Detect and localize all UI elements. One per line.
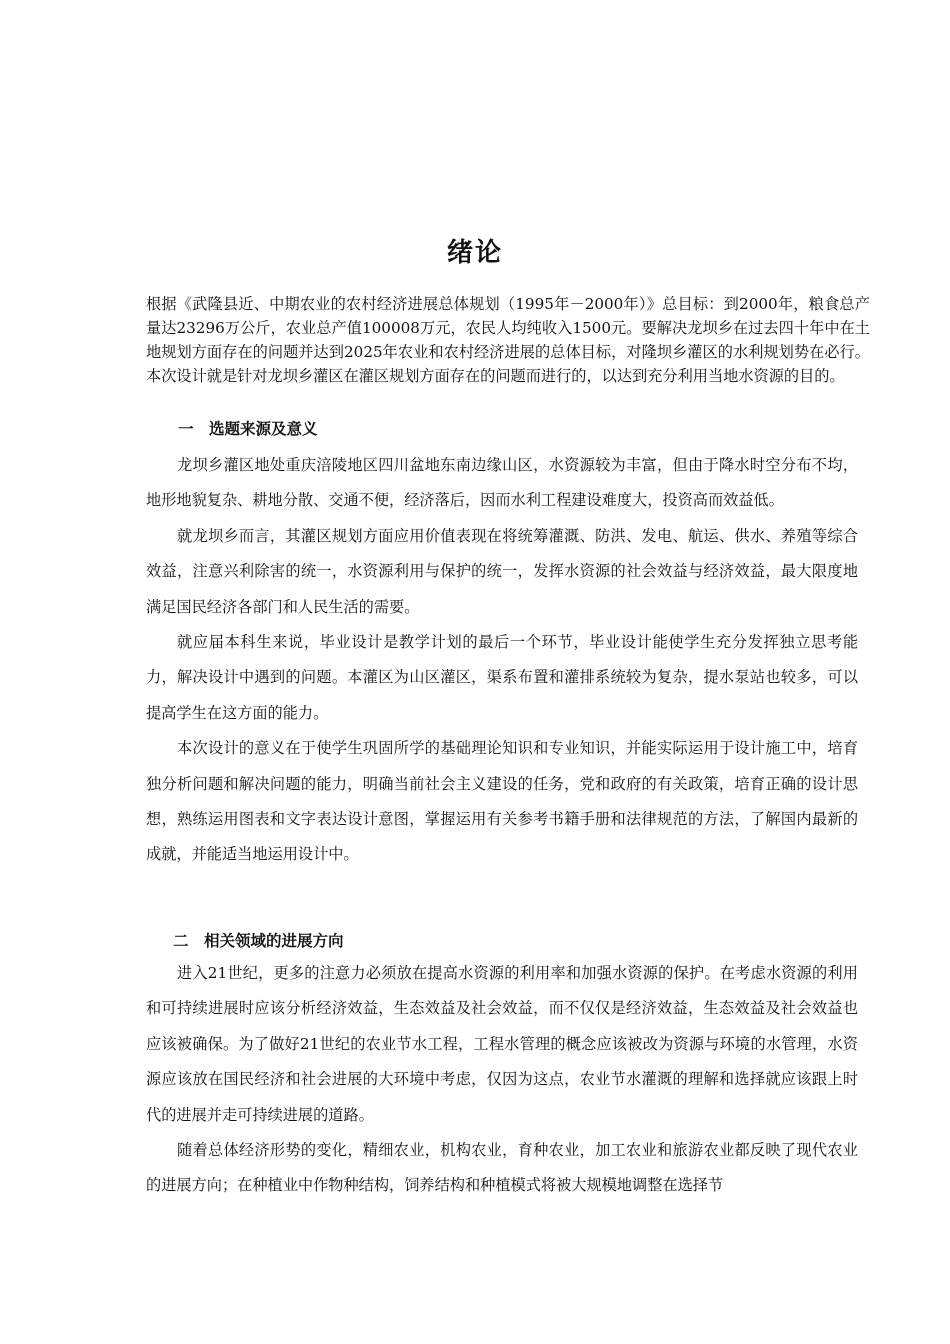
section-heading-1: 一 选题来源及意义	[178, 420, 318, 438]
page-title: 绪论	[446, 238, 503, 268]
section-body-2	[146, 956, 858, 1204]
intro-paragraph: 根据《武隆县近、中期农业的农村经济进展总体规划（1995年－2000年）》总目标：到2000年，粮食总产量达23296万公斤，农业总产值100008万元，农民人均纯收入1500元。要解决龙坝乡在过去四十年中在土地规划方面存在的问题并达到2025年农业和农村经济进展的总体目标，对隆坝乡灌区的水利规划势在必行。本次设计就是针对龙坝乡灌区在灌区规划方面存在的问题而进行的，以达到充分利用当地水资源的目的。	[146, 295, 870, 385]
section-body-1	[146, 448, 858, 873]
body-paragraph: 随着总体经济形势的变化，精细农业，机构农业，育种农业，加工农业和旅游农业都反映了现代农业的进展方向；在种植业中作物种结构，饲养结构和种植模式将被大规模地调整在选择节	[146, 1141, 858, 1195]
body-paragraph: 进入21世纪，更多的注意力必须放在提高水资源的利用率和加强水资源的保护。在考虑水资源的利用和可持续进展时应该分析经济效益，生态效益及社会效益，而不仅仅是经济效益，生态效益及社会效益也应该被确保。为了做好21世纪的农业节水工程，工程水管理的概念应该被改为资源与环境的水管理，水资源应该放在国民经济和社会进展的大环境中考虑，仅因为这点，农业节水灌溉的理解和选择就应该跟上时代的进展并走可持续进展的道路。	[146, 964, 858, 1124]
body-paragraph: 本次设计的意义在于使学生巩固所学的基础理论知识和专业知识，并能实际运用于设计施工中，培育独分析问题和解决问题的能力，明确当前社会主义建设的任务，党和政府的有关政策，培育正确的设计思想，熟练运用图表和文字表达设计意图，掌握运用有关参考书籍手册和法律规范的方法，了解国内最新的成就，并能适当地运用设计中。	[146, 739, 858, 864]
body-paragraph: 就龙坝乡而言，其灌区规划方面应用价值表现在将统筹灌溉、防洪、发电、航运、供水、养殖等综合效益，注意兴利除害的统一，水资源利用与保护的统一，发挥水资源的社会效益与经济效益，最大限度地满足国民经济各部门和人民生活的需要。	[146, 526, 858, 616]
body-paragraph: 龙坝乡灌区地处重庆涪陵地区四川盆地东南边缘山区，水资源较为丰富，但由于降水时空分布不均，地形地貌复杂、耕地分散、交通不便，经济落后，因而水利工程建设难度大，投资高而效益低。	[146, 456, 858, 510]
body-paragraph: 就应届本科生来说，毕业设计是教学计划的最后一个环节，毕业设计能使学生充分发挥独立思考能力，解决设计中遇到的问题。本灌区为山区灌区，渠系布置和灌排系统较为复杂，提水泵站也较多，可以提高学生在这方面的能力。	[146, 633, 858, 722]
section-heading-2: 二 相关领域的进展方向	[173, 932, 344, 950]
